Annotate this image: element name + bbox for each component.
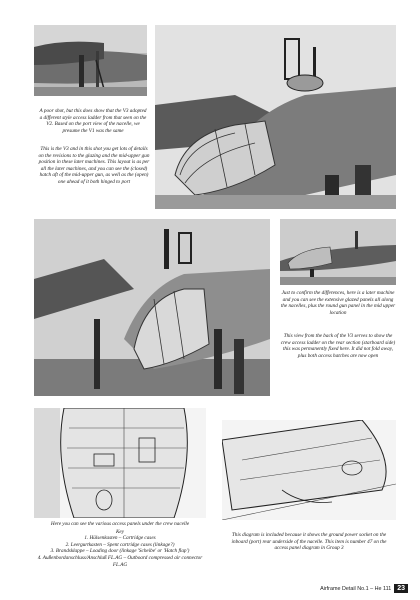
page-footer <box>320 584 408 593</box>
caption-access-panels: Here you can see the various access panels under the crew nacelle <box>50 521 190 527</box>
key-item: 4. Außenbordanschluss/Anschluß FL.AG – Outboard compressed air connector FL.AG <box>37 554 203 568</box>
key-list <box>34 535 206 568</box>
diagram-power-socket <box>222 420 396 520</box>
photo-v3-glazing <box>155 25 396 209</box>
caption-v3-ladder: A poor shot, but this does show that the V3 adopted a different style access ladder from that seen on the V2. Based on the port view of the nacelle, we presume the V1 was the same <box>39 108 147 134</box>
photo-later-machine <box>280 219 396 285</box>
diagram-access-panels <box>34 408 206 518</box>
key-item: 3. Brandsklappe – Loading door (linkage 'Scheibe' or 'Hatch flap') <box>50 548 190 555</box>
caption-v3-glazing: This is the V3 and in this shot you get lots of details on the revisions to the glazing and the mid-upper gun position in these later machines. This layout is as per all the later machines, and you can see the (closed) hatch aft of the mid-upper gun, as well as the (open) one ahead of it both hinged to port <box>38 146 150 185</box>
key-title: Key <box>115 528 125 535</box>
key-item: 2. Leergurtkasten – Spent cartridge cases (linkage?) <box>65 541 175 548</box>
photo-v3-rear-ladder <box>34 219 270 396</box>
key-item: 1. Hülsenkasten – Cartridge cases <box>84 535 156 542</box>
caption-later-machine: Just to confirm the differences, here is a later machine and you can see the extensive glazed panels all along the nacelles, plus the round gun panel in the mid upper location <box>280 290 396 316</box>
caption-access-panels-block <box>34 521 206 568</box>
caption-v3-rear-ladder: This view from the back of the V3 serves to show the crew access ladder on the rear section (starboard side) this was permanently fixed here. It did not fold away, plus both access hatches are now open <box>280 333 396 359</box>
caption-power-socket: This diagram is included because it shows the ground power socket on the inboard (port) rear underside of the nacelle. This item is number 47 on the access panel diagram in Group 3 <box>231 532 387 552</box>
page-number: 23 <box>394 584 408 593</box>
publication-title: Airframe Detail No.1 – He 111 <box>320 585 392 592</box>
photo-v3-ladder <box>34 25 147 96</box>
